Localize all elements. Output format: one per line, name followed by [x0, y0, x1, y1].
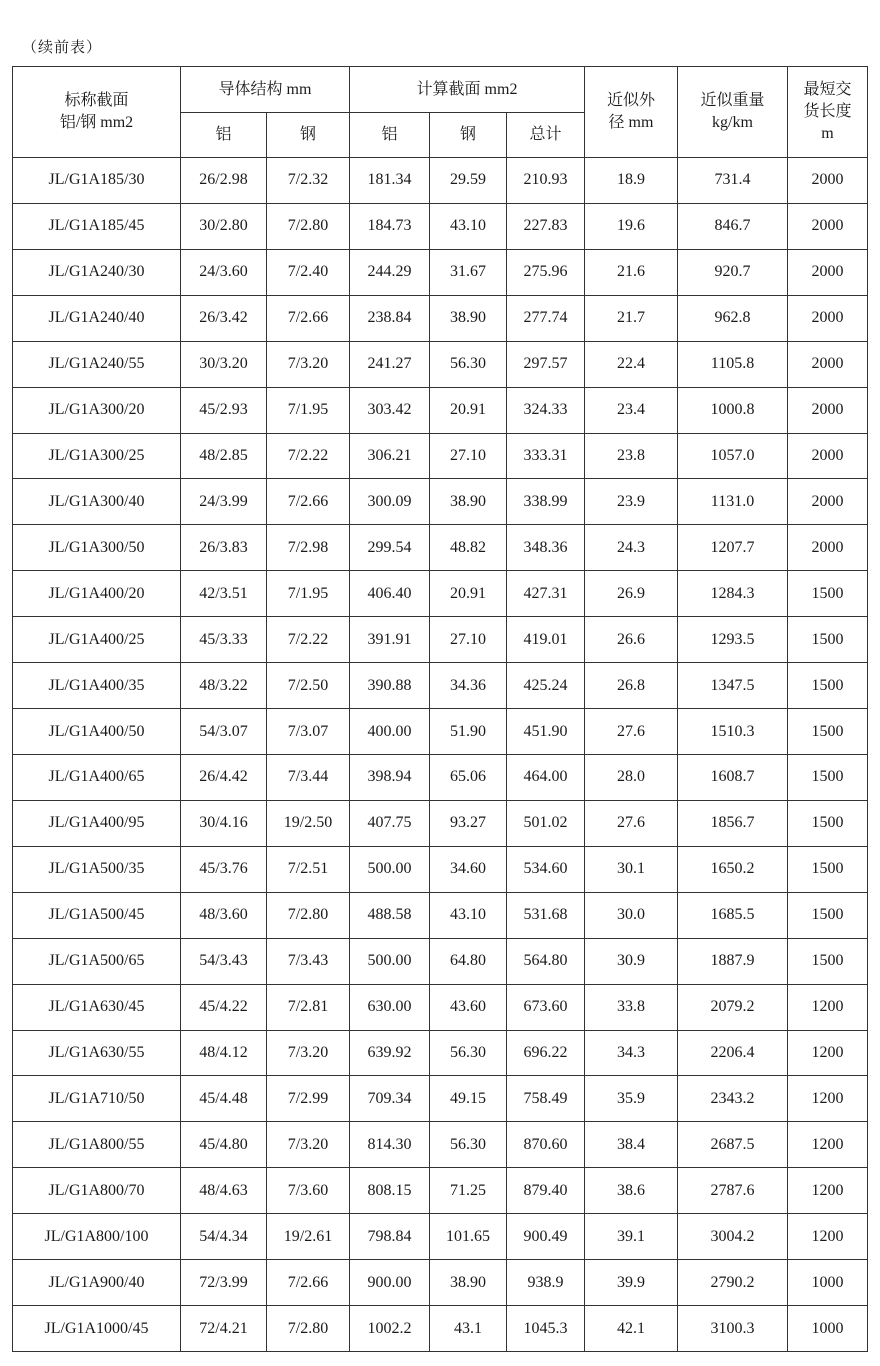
cell-calc-aluminum: 798.84 [350, 1214, 430, 1260]
cell-struct-steel: 7/3.07 [267, 709, 350, 755]
table-row [13, 938, 868, 984]
cell-model: JL/G1A630/55 [13, 1030, 181, 1076]
cell-approx-weight: 1105.8 [678, 341, 788, 387]
cell-model: JL/G1A300/40 [13, 479, 181, 525]
cell-calc-total: 531.68 [507, 892, 585, 938]
cell-struct-aluminum: 45/3.33 [181, 617, 267, 663]
cell-struct-steel: 7/2.80 [267, 1306, 350, 1352]
cell-calc-aluminum: 1002.2 [350, 1306, 430, 1352]
cell-calc-steel: 43.60 [430, 984, 507, 1030]
cell-min-delivery-length: 1500 [788, 571, 868, 617]
cell-min-delivery-length: 1500 [788, 892, 868, 938]
cell-struct-aluminum: 72/3.99 [181, 1260, 267, 1306]
cell-approx-weight: 1057.0 [678, 433, 788, 479]
cell-calc-total: 275.96 [507, 249, 585, 295]
cell-calc-total: 338.99 [507, 479, 585, 525]
cell-min-delivery-length: 2000 [788, 479, 868, 525]
cell-calc-steel: 93.27 [430, 800, 507, 846]
cell-struct-aluminum: 48/4.12 [181, 1030, 267, 1076]
cell-min-delivery-length: 1200 [788, 1214, 868, 1260]
cell-struct-aluminum: 45/3.76 [181, 846, 267, 892]
table-row [13, 754, 868, 800]
cell-approx-weight: 2687.5 [678, 1122, 788, 1168]
cell-struct-steel: 7/2.81 [267, 984, 350, 1030]
cell-model: JL/G1A300/50 [13, 525, 181, 571]
cell-calc-total: 673.60 [507, 984, 585, 1030]
table-row [13, 525, 868, 571]
cell-calc-steel: 29.59 [430, 158, 507, 204]
cell-calc-total: 1045.3 [507, 1306, 585, 1352]
cell-calc-total: 696.22 [507, 1030, 585, 1076]
cell-min-delivery-length: 2000 [788, 249, 868, 295]
cell-approx-weight: 1856.7 [678, 800, 788, 846]
cell-model: JL/G1A400/95 [13, 800, 181, 846]
table-row [13, 295, 868, 341]
cell-approx-weight: 1284.3 [678, 571, 788, 617]
cell-calc-steel: 27.10 [430, 617, 507, 663]
cell-struct-steel: 7/2.22 [267, 433, 350, 479]
header-calc-aluminum: 铝 [350, 113, 430, 158]
cell-min-delivery-length: 1500 [788, 846, 868, 892]
cell-struct-aluminum: 45/4.48 [181, 1076, 267, 1122]
cell-model: JL/G1A185/30 [13, 158, 181, 204]
cell-calc-total: 451.90 [507, 709, 585, 755]
table-row [13, 984, 868, 1030]
table-row [13, 1260, 868, 1306]
table-row [13, 663, 868, 709]
cell-approx-diameter: 26.8 [585, 663, 678, 709]
cell-min-delivery-length: 1000 [788, 1260, 868, 1306]
cell-calc-aluminum: 500.00 [350, 938, 430, 984]
table-row [13, 571, 868, 617]
cell-calc-aluminum: 181.34 [350, 158, 430, 204]
cell-calc-steel: 65.06 [430, 754, 507, 800]
cell-min-delivery-length: 1200 [788, 1076, 868, 1122]
header-approx-weight: 近似重量 kg/km [678, 67, 788, 158]
cell-calc-steel: 31.67 [430, 249, 507, 295]
cell-model: JL/G1A710/50 [13, 1076, 181, 1122]
cell-calc-total: 427.31 [507, 571, 585, 617]
cell-calc-total: 297.57 [507, 341, 585, 387]
cell-struct-steel: 7/2.98 [267, 525, 350, 571]
cell-struct-steel: 7/2.80 [267, 203, 350, 249]
cell-approx-diameter: 33.8 [585, 984, 678, 1030]
cell-calc-aluminum: 303.42 [350, 387, 430, 433]
cell-calc-steel: 34.36 [430, 663, 507, 709]
header-nominal-section: 标称截面 铝/钢 mm2 [13, 67, 181, 158]
cell-calc-steel: 43.10 [430, 892, 507, 938]
cell-approx-weight: 2787.6 [678, 1168, 788, 1214]
cell-struct-aluminum: 26/4.42 [181, 754, 267, 800]
cell-approx-diameter: 27.6 [585, 800, 678, 846]
cell-struct-aluminum: 48/2.85 [181, 433, 267, 479]
cell-calc-steel: 56.30 [430, 341, 507, 387]
cell-model: JL/G1A300/20 [13, 387, 181, 433]
cell-min-delivery-length: 2000 [788, 433, 868, 479]
cell-calc-total: 564.80 [507, 938, 585, 984]
cell-struct-steel: 7/3.43 [267, 938, 350, 984]
cell-min-delivery-length: 2000 [788, 387, 868, 433]
table-row [13, 433, 868, 479]
cell-approx-weight: 2343.2 [678, 1076, 788, 1122]
cell-struct-aluminum: 26/3.83 [181, 525, 267, 571]
table-row [13, 479, 868, 525]
table-row [13, 709, 868, 755]
cell-struct-aluminum: 54/4.34 [181, 1214, 267, 1260]
table-caption: （续前表） [22, 38, 103, 56]
cell-model: JL/G1A300/25 [13, 433, 181, 479]
table-row [13, 158, 868, 204]
cell-calc-steel: 56.30 [430, 1030, 507, 1076]
cell-struct-aluminum: 26/3.42 [181, 295, 267, 341]
table-row [13, 341, 868, 387]
header-conductor-structure: 导体结构 mm [181, 67, 350, 113]
cell-min-delivery-length: 1500 [788, 709, 868, 755]
cell-approx-diameter: 35.9 [585, 1076, 678, 1122]
header-approx-diameter: 近似外 径 mm [585, 67, 678, 158]
cell-calc-total: 227.83 [507, 203, 585, 249]
cell-approx-diameter: 23.9 [585, 479, 678, 525]
cell-calc-total: 900.49 [507, 1214, 585, 1260]
cell-calc-total: 464.00 [507, 754, 585, 800]
cell-approx-diameter: 38.6 [585, 1168, 678, 1214]
cell-approx-weight: 3004.2 [678, 1214, 788, 1260]
cell-approx-weight: 2790.2 [678, 1260, 788, 1306]
cell-min-delivery-length: 1200 [788, 1122, 868, 1168]
cell-min-delivery-length: 1200 [788, 984, 868, 1030]
cell-calc-steel: 43.1 [430, 1306, 507, 1352]
cell-calc-aluminum: 814.30 [350, 1122, 430, 1168]
cell-approx-diameter: 34.3 [585, 1030, 678, 1076]
cell-calc-steel: 71.25 [430, 1168, 507, 1214]
cell-model: JL/G1A400/20 [13, 571, 181, 617]
table-row [13, 1030, 868, 1076]
cell-struct-aluminum: 45/4.80 [181, 1122, 267, 1168]
cell-approx-weight: 1650.2 [678, 846, 788, 892]
conductor-spec-table [12, 66, 868, 1352]
table-row [13, 203, 868, 249]
cell-approx-weight: 1887.9 [678, 938, 788, 984]
cell-model: JL/G1A800/70 [13, 1168, 181, 1214]
cell-struct-steel: 7/3.20 [267, 341, 350, 387]
cell-model: JL/G1A500/65 [13, 938, 181, 984]
cell-approx-diameter: 23.4 [585, 387, 678, 433]
cell-calc-aluminum: 488.58 [350, 892, 430, 938]
cell-model: JL/G1A400/50 [13, 709, 181, 755]
cell-min-delivery-length: 1200 [788, 1168, 868, 1214]
cell-approx-weight: 1000.8 [678, 387, 788, 433]
cell-calc-total: 348.36 [507, 525, 585, 571]
cell-calc-aluminum: 406.40 [350, 571, 430, 617]
header-calc-steel: 钢 [430, 113, 507, 158]
cell-approx-diameter: 30.9 [585, 938, 678, 984]
cell-approx-weight: 1510.3 [678, 709, 788, 755]
cell-calc-total: 210.93 [507, 158, 585, 204]
table-row [13, 387, 868, 433]
header-calc-section: 计算截面 mm2 [350, 67, 585, 113]
cell-struct-steel: 7/2.32 [267, 158, 350, 204]
table-row [13, 1168, 868, 1214]
cell-calc-aluminum: 300.09 [350, 479, 430, 525]
cell-min-delivery-length: 2000 [788, 158, 868, 204]
cell-min-delivery-length: 2000 [788, 341, 868, 387]
cell-model: JL/G1A800/100 [13, 1214, 181, 1260]
table-row [13, 892, 868, 938]
cell-approx-weight: 3100.3 [678, 1306, 788, 1352]
cell-model: JL/G1A400/25 [13, 617, 181, 663]
cell-model: JL/G1A240/55 [13, 341, 181, 387]
cell-approx-diameter: 23.8 [585, 433, 678, 479]
cell-calc-aluminum: 184.73 [350, 203, 430, 249]
cell-model: JL/G1A185/45 [13, 203, 181, 249]
cell-calc-total: 534.60 [507, 846, 585, 892]
cell-min-delivery-length: 1000 [788, 1306, 868, 1352]
cell-calc-steel: 20.91 [430, 387, 507, 433]
cell-calc-aluminum: 630.00 [350, 984, 430, 1030]
cell-approx-weight: 962.8 [678, 295, 788, 341]
cell-struct-aluminum: 42/3.51 [181, 571, 267, 617]
cell-struct-aluminum: 54/3.07 [181, 709, 267, 755]
cell-approx-weight: 1608.7 [678, 754, 788, 800]
cell-model: JL/G1A400/35 [13, 663, 181, 709]
cell-struct-steel: 7/3.20 [267, 1122, 350, 1168]
cell-model: JL/G1A630/45 [13, 984, 181, 1030]
cell-struct-steel: 7/2.51 [267, 846, 350, 892]
cell-calc-aluminum: 390.88 [350, 663, 430, 709]
cell-calc-aluminum: 244.29 [350, 249, 430, 295]
cell-calc-total: 938.9 [507, 1260, 585, 1306]
cell-min-delivery-length: 1500 [788, 663, 868, 709]
cell-approx-weight: 731.4 [678, 158, 788, 204]
cell-approx-weight: 846.7 [678, 203, 788, 249]
cell-calc-total: 870.60 [507, 1122, 585, 1168]
table-row [13, 800, 868, 846]
cell-struct-steel: 7/3.44 [267, 754, 350, 800]
cell-struct-steel: 7/2.99 [267, 1076, 350, 1122]
cell-struct-aluminum: 24/3.99 [181, 479, 267, 525]
cell-struct-aluminum: 30/4.16 [181, 800, 267, 846]
cell-min-delivery-length: 1500 [788, 617, 868, 663]
cell-calc-aluminum: 306.21 [350, 433, 430, 479]
cell-approx-weight: 1207.7 [678, 525, 788, 571]
cell-model: JL/G1A500/45 [13, 892, 181, 938]
cell-calc-steel: 38.90 [430, 295, 507, 341]
cell-struct-steel: 7/2.40 [267, 249, 350, 295]
cell-struct-aluminum: 30/3.20 [181, 341, 267, 387]
cell-calc-aluminum: 391.91 [350, 617, 430, 663]
cell-struct-steel: 7/2.66 [267, 479, 350, 525]
cell-struct-steel: 7/1.95 [267, 387, 350, 433]
cell-approx-diameter: 24.3 [585, 525, 678, 571]
cell-min-delivery-length: 1200 [788, 1030, 868, 1076]
cell-struct-aluminum: 45/2.93 [181, 387, 267, 433]
cell-calc-total: 324.33 [507, 387, 585, 433]
cell-approx-weight: 1685.5 [678, 892, 788, 938]
cell-min-delivery-length: 1500 [788, 800, 868, 846]
cell-calc-steel: 49.15 [430, 1076, 507, 1122]
cell-struct-steel: 7/2.66 [267, 295, 350, 341]
cell-struct-steel: 7/3.20 [267, 1030, 350, 1076]
cell-calc-aluminum: 299.54 [350, 525, 430, 571]
cell-struct-steel: 7/2.80 [267, 892, 350, 938]
cell-calc-steel: 101.65 [430, 1214, 507, 1260]
cell-calc-steel: 20.91 [430, 571, 507, 617]
cell-model: JL/G1A400/65 [13, 754, 181, 800]
cell-struct-aluminum: 72/4.21 [181, 1306, 267, 1352]
cell-calc-total: 879.40 [507, 1168, 585, 1214]
cell-calc-steel: 64.80 [430, 938, 507, 984]
cell-model: JL/G1A500/35 [13, 846, 181, 892]
cell-calc-aluminum: 808.15 [350, 1168, 430, 1214]
cell-calc-total: 758.49 [507, 1076, 585, 1122]
cell-struct-aluminum: 26/2.98 [181, 158, 267, 204]
cell-approx-diameter: 21.6 [585, 249, 678, 295]
cell-struct-aluminum: 45/4.22 [181, 984, 267, 1030]
cell-calc-steel: 27.10 [430, 433, 507, 479]
cell-calc-steel: 43.10 [430, 203, 507, 249]
cell-approx-weight: 1347.5 [678, 663, 788, 709]
cell-approx-diameter: 38.4 [585, 1122, 678, 1168]
cell-struct-steel: 7/2.50 [267, 663, 350, 709]
cell-approx-diameter: 39.1 [585, 1214, 678, 1260]
cell-struct-steel: 7/2.22 [267, 617, 350, 663]
header-struct-steel: 钢 [267, 113, 350, 158]
cell-approx-weight: 920.7 [678, 249, 788, 295]
cell-calc-total: 419.01 [507, 617, 585, 663]
cell-calc-aluminum: 400.00 [350, 709, 430, 755]
table-row [13, 846, 868, 892]
cell-struct-steel: 19/2.50 [267, 800, 350, 846]
cell-calc-aluminum: 900.00 [350, 1260, 430, 1306]
header-struct-aluminum: 铝 [181, 113, 267, 158]
cell-approx-diameter: 21.7 [585, 295, 678, 341]
cell-model: JL/G1A900/40 [13, 1260, 181, 1306]
cell-approx-diameter: 28.0 [585, 754, 678, 800]
cell-calc-aluminum: 639.92 [350, 1030, 430, 1076]
cell-model: JL/G1A1000/45 [13, 1306, 181, 1352]
cell-calc-total: 501.02 [507, 800, 585, 846]
cell-struct-steel: 7/2.66 [267, 1260, 350, 1306]
cell-calc-steel: 48.82 [430, 525, 507, 571]
table-row [13, 1122, 868, 1168]
cell-approx-weight: 1131.0 [678, 479, 788, 525]
cell-calc-aluminum: 398.94 [350, 754, 430, 800]
cell-struct-steel: 7/1.95 [267, 571, 350, 617]
cell-calc-steel: 56.30 [430, 1122, 507, 1168]
cell-calc-steel: 38.90 [430, 479, 507, 525]
cell-struct-aluminum: 24/3.60 [181, 249, 267, 295]
cell-calc-steel: 38.90 [430, 1260, 507, 1306]
cell-min-delivery-length: 2000 [788, 295, 868, 341]
table-row [13, 617, 868, 663]
cell-approx-diameter: 30.0 [585, 892, 678, 938]
cell-approx-diameter: 18.9 [585, 158, 678, 204]
cell-approx-diameter: 39.9 [585, 1260, 678, 1306]
table-row [13, 1076, 868, 1122]
cell-model: JL/G1A800/55 [13, 1122, 181, 1168]
cell-calc-aluminum: 407.75 [350, 800, 430, 846]
cell-approx-weight: 1293.5 [678, 617, 788, 663]
cell-approx-diameter: 19.6 [585, 203, 678, 249]
cell-min-delivery-length: 2000 [788, 203, 868, 249]
table-body [13, 158, 868, 1352]
cell-struct-aluminum: 48/3.22 [181, 663, 267, 709]
header-calc-total: 总计 [507, 113, 585, 158]
cell-approx-diameter: 27.6 [585, 709, 678, 755]
cell-calc-steel: 34.60 [430, 846, 507, 892]
cell-model: JL/G1A240/40 [13, 295, 181, 341]
table-row [13, 249, 868, 295]
cell-calc-total: 425.24 [507, 663, 585, 709]
cell-approx-diameter: 26.9 [585, 571, 678, 617]
table-row [13, 1306, 868, 1352]
cell-struct-aluminum: 30/2.80 [181, 203, 267, 249]
cell-approx-diameter: 42.1 [585, 1306, 678, 1352]
cell-min-delivery-length: 1500 [788, 754, 868, 800]
cell-approx-diameter: 22.4 [585, 341, 678, 387]
cell-calc-steel: 51.90 [430, 709, 507, 755]
cell-calc-total: 333.31 [507, 433, 585, 479]
cell-struct-steel: 19/2.61 [267, 1214, 350, 1260]
cell-min-delivery-length: 1500 [788, 938, 868, 984]
cell-struct-aluminum: 48/3.60 [181, 892, 267, 938]
cell-calc-aluminum: 238.84 [350, 295, 430, 341]
cell-calc-aluminum: 241.27 [350, 341, 430, 387]
cell-calc-aluminum: 709.34 [350, 1076, 430, 1122]
cell-struct-steel: 7/3.60 [267, 1168, 350, 1214]
cell-calc-aluminum: 500.00 [350, 846, 430, 892]
cell-approx-weight: 2206.4 [678, 1030, 788, 1076]
table-row [13, 1214, 868, 1260]
cell-approx-diameter: 30.1 [585, 846, 678, 892]
header-min-delivery-length: 最短交 货长度 m [788, 67, 868, 158]
cell-min-delivery-length: 2000 [788, 525, 868, 571]
cell-approx-diameter: 26.6 [585, 617, 678, 663]
cell-struct-aluminum: 48/4.63 [181, 1168, 267, 1214]
cell-approx-weight: 2079.2 [678, 984, 788, 1030]
cell-model: JL/G1A240/30 [13, 249, 181, 295]
cell-struct-aluminum: 54/3.43 [181, 938, 267, 984]
cell-calc-total: 277.74 [507, 295, 585, 341]
